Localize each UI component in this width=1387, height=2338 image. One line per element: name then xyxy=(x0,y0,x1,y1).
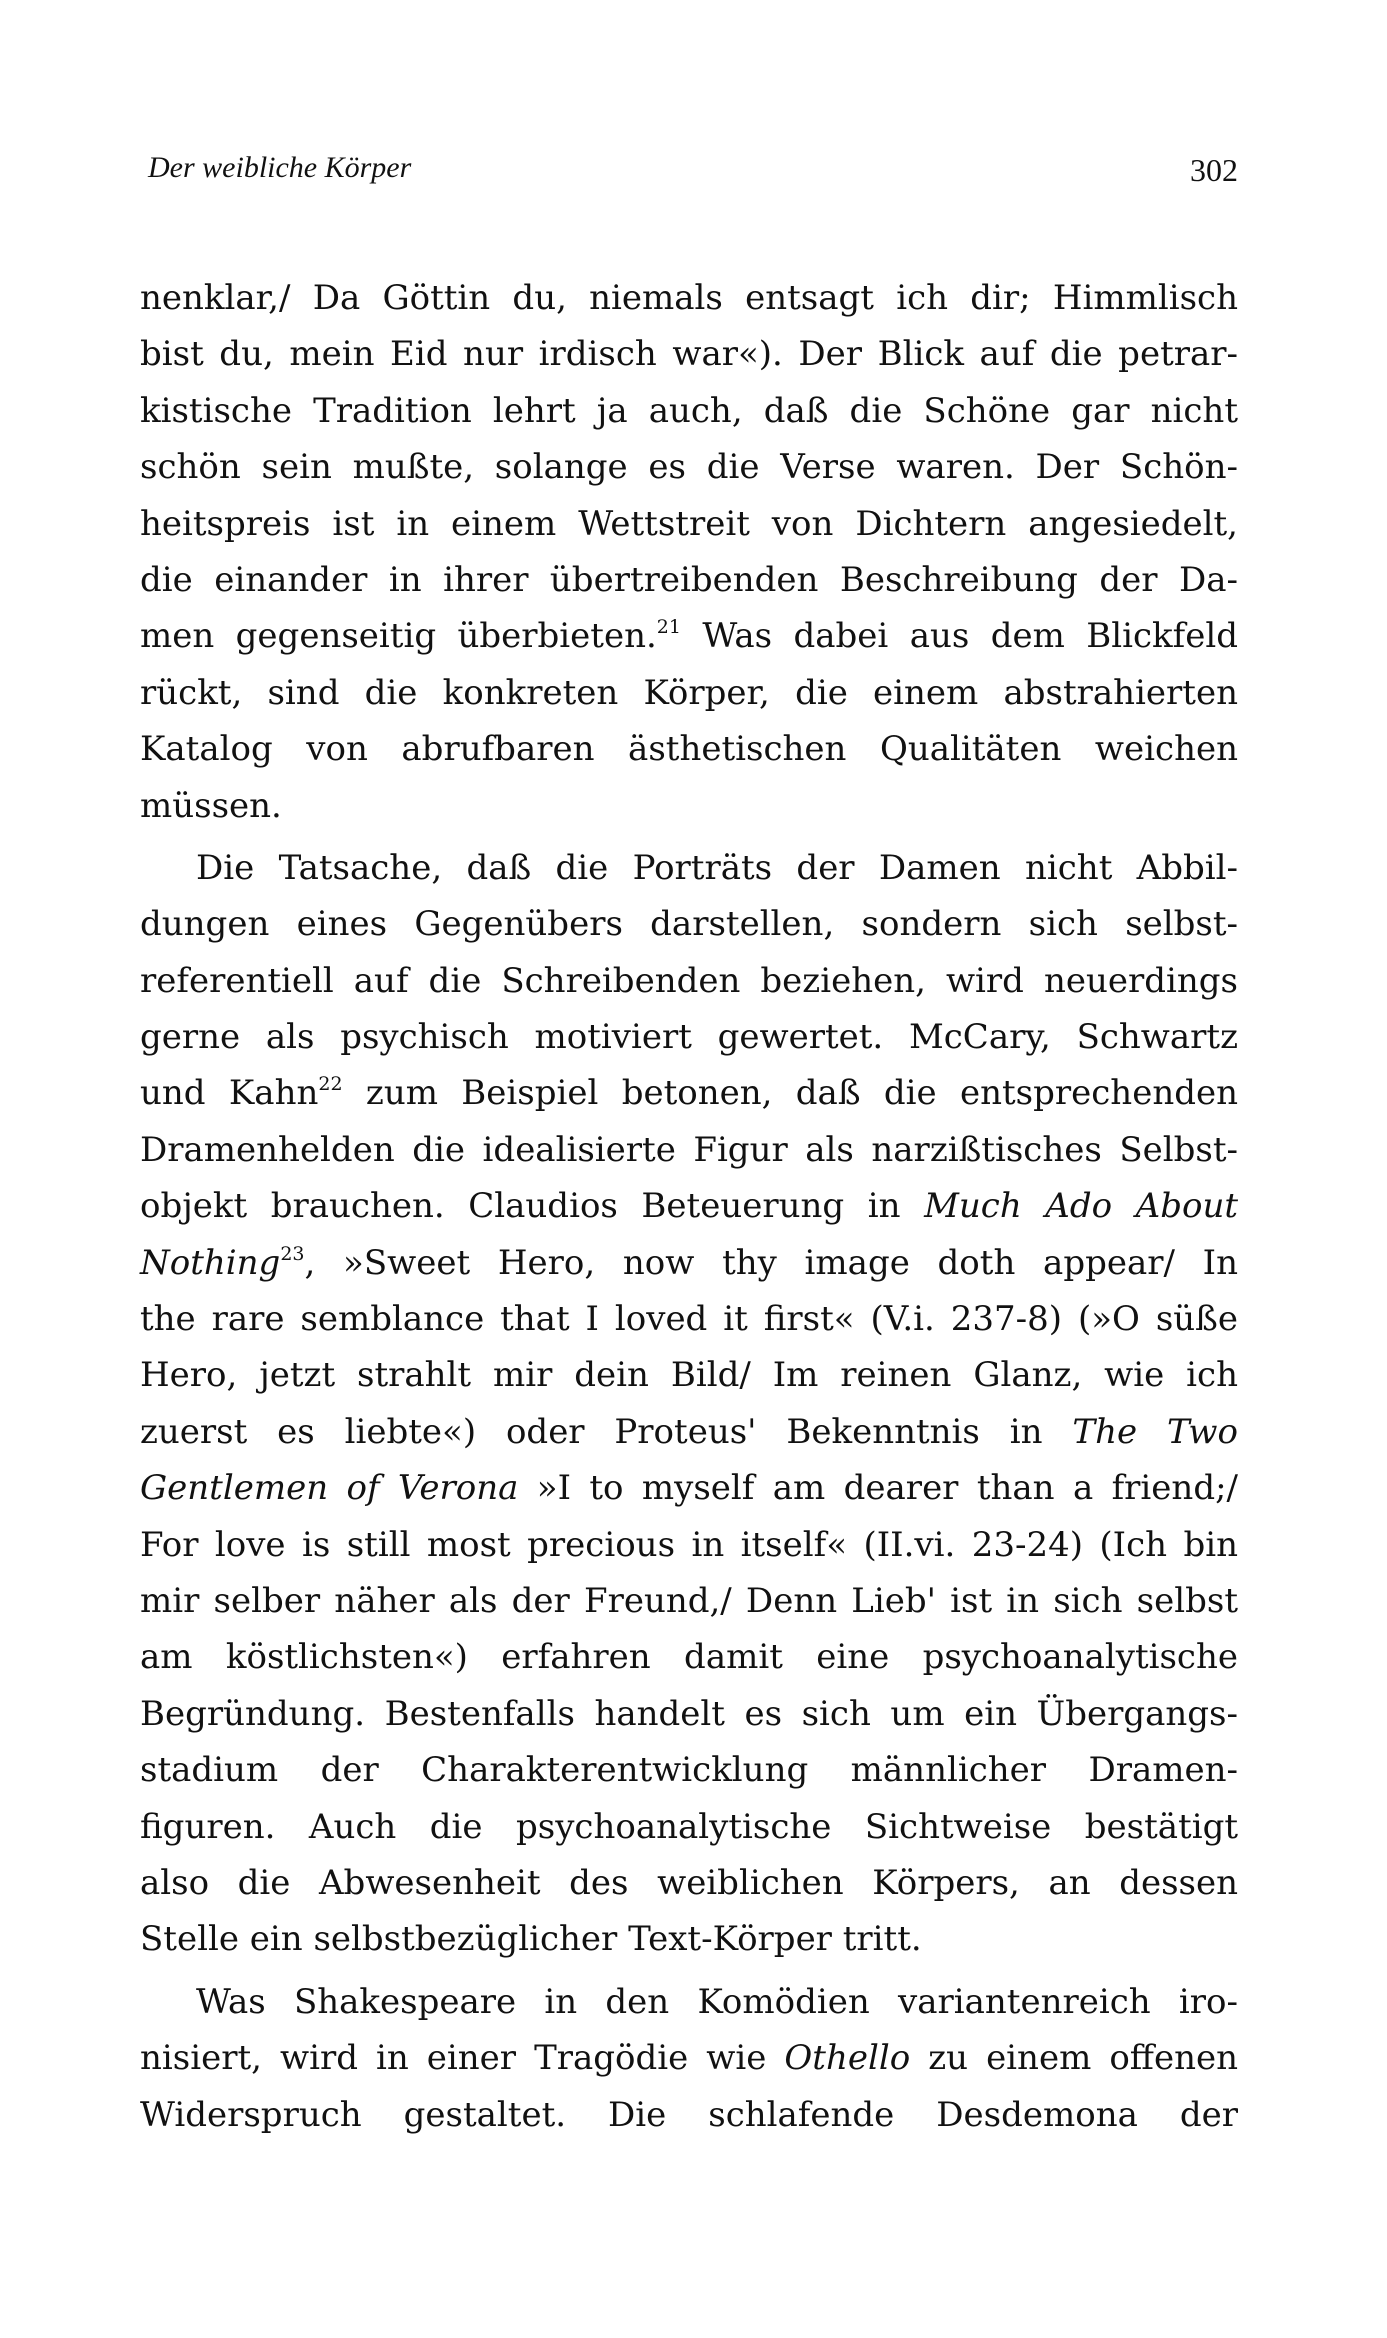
running-head-title: Der weibliche Körper xyxy=(148,151,412,184)
text-line: Dramenhelden die idealisierte Figur als narzißtisches Selbst- xyxy=(140,1129,1238,1170)
text-line: Widerspruch gestaltet. Die schlafende Desdemona der xyxy=(140,2094,1238,2135)
text-line: Hero, jetzt strahlt mir dein Bild/ Im reinen Glanz, wie ich xyxy=(140,1355,1238,1396)
footnote-ref: 23 xyxy=(280,1242,305,1265)
text-line xyxy=(140,1404,1238,1460)
running-head xyxy=(148,148,1238,192)
text-line: rückt, sind die konkreten Körper, die einem abstrahierten xyxy=(140,672,1238,713)
italic-title: Much Ado About xyxy=(924,1186,1239,1227)
text-line: Stelle ein selbstbezüglicher Text-Körper tritt. xyxy=(140,1919,922,1960)
paragraph-3 xyxy=(140,1974,1238,2143)
text-run: »I to myself am dearer than a friend;/ xyxy=(518,1468,1238,1509)
text-line: For love is still most precious in itself« (II.vi. 23-24) (Ich bin xyxy=(140,1524,1238,1565)
italic-title: Nothing xyxy=(140,1242,281,1283)
text-run: men gegenseitig überbieten. xyxy=(140,616,657,657)
text-line: müssen. xyxy=(140,785,282,826)
text-line: the rare semblance that I loved it first« (V.i. 237-8) (»O süße xyxy=(140,1299,1238,1340)
paragraph-2 xyxy=(140,840,1238,1968)
italic-title: The Two xyxy=(1072,1411,1238,1452)
text-run: , »Sweet Hero, now thy image doth appear/ In xyxy=(304,1242,1238,1283)
text-line: dungen eines Gegenübers darstellen, sondern sich selbst- xyxy=(140,904,1238,945)
text-line: heitspreis ist in einem Wettstreit von Dichtern angesiedelt, xyxy=(140,503,1238,544)
text-line xyxy=(140,608,1238,664)
text-run: nisiert, wird in einer Tragödie wie xyxy=(140,2038,785,2079)
text-line: Katalog von abrufbaren ästhetischen Qualitäten weichen xyxy=(140,729,1238,770)
text-line: figuren. Auch die psychoanalytische Sichtweise bestätigt xyxy=(140,1806,1238,1847)
text-line: schön sein mußte, solange es die Verse waren. Der Schön- xyxy=(140,447,1238,488)
text-line: Die Tatsache, daß die Porträts der Damen nicht Abbil- xyxy=(196,847,1238,888)
text-run: zu einem offenen xyxy=(910,2038,1239,2079)
text-line xyxy=(140,1460,1238,1516)
text-line: Begründung. Bestenfalls handelt es sich um ein Übergangs- xyxy=(140,1693,1238,1734)
text-line: kistische Tradition lehrt ja auch, daß die Schöne gar nicht xyxy=(140,390,1238,431)
paragraph-1 xyxy=(140,270,1238,834)
text-line: die einander in ihrer übertreibenden Beschreibung der Da- xyxy=(140,559,1238,600)
text-run: und Kahn xyxy=(140,1073,319,1114)
text-line: also die Abwesenheit des weiblichen Körpers, an dessen xyxy=(140,1862,1238,1903)
text-line: nenklar,/ Da Göttin du, niemals entsagt ich dir; Himmlisch xyxy=(140,278,1238,318)
text-run: objekt brauchen. Claudios Beteuerung in xyxy=(140,1186,925,1227)
text-line xyxy=(140,1065,1238,1121)
text-run: zuerst es liebte«) oder Proteus' Bekenntnis in xyxy=(140,1411,1073,1452)
italic-title: Othello xyxy=(784,2038,911,2079)
page-number: 302 xyxy=(1190,152,1238,188)
text-line: gerne als psychisch motiviert gewertet. McCary, Schwartz xyxy=(140,1017,1238,1058)
text-line xyxy=(140,2030,1238,2086)
text-line: mir selber näher als der Freund,/ Denn Lieb' ist in sich selbst xyxy=(140,1580,1238,1621)
footnote-ref: 21 xyxy=(656,616,681,639)
text-line: bist du, mein Eid nur irdisch war«). Der Blick auf die petrar- xyxy=(140,334,1238,375)
text-line: stadium der Charakterentwicklung männlicher Dramen- xyxy=(140,1750,1238,1791)
text-line: referentiell auf die Schreibenden beziehen, wird neuerdings xyxy=(140,960,1238,1001)
body-text xyxy=(140,270,1238,2143)
text-run: zum Beispiel betonen, daß die entsprechenden xyxy=(342,1073,1238,1114)
text-line: am köstlichsten«) erfahren damit eine psychoanalytische xyxy=(140,1637,1238,1678)
text-line xyxy=(140,1178,1238,1234)
text-line xyxy=(140,1235,1238,1291)
text-run: Was dabei aus dem Blickfeld xyxy=(680,616,1238,657)
footnote-ref: 22 xyxy=(318,1073,343,1096)
italic-title: Gentlemen of Verona xyxy=(140,1468,519,1509)
text-line: Was Shakespeare in den Komödien variantenreich iro- xyxy=(196,1981,1238,2022)
